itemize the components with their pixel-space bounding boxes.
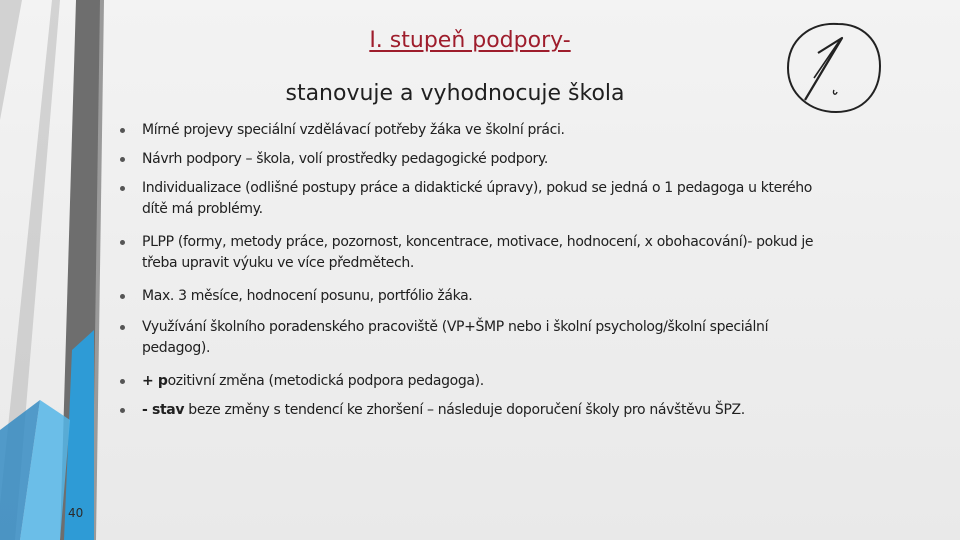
bullet-icon [120,325,125,330]
bullet-text: Návrh podpory – škola, volí prostředky pedagogické podpory. [142,151,548,167]
list-item [118,317,818,359]
handwritten-circle-mark [780,18,890,118]
bullet-text: beze změny s tendencí ke zhoršení – následuje doporučení školy pro návštěvu ŠPZ. [184,402,745,418]
list-item [118,149,818,170]
page-number: 40 [68,506,84,520]
bullet-icon [120,379,125,384]
bullet-icon [120,186,125,191]
bullet-text: Využívání školního poradenského pracoviště (VP+ŠMP nebo i školní psycholog/školní speciální pedagog). [142,319,769,356]
decorative-side-stripes [0,0,110,540]
slide-title: I. stupeň podpory- [369,28,571,53]
bullet-text: Individualizace (odlišné postupy práce a didaktické úpravy), pokud se jedná o 1 pedagoga u kterého dítě má problémy. [142,180,812,217]
bullet-icon [120,294,125,299]
bullet-text: PLPP (formy, metody práce, pozornost, koncentrace, motivace, hodnocení, x obohacování)- pokud je třeba upravit výuku ve více předmětech. [142,234,814,271]
bullet-text: ozitivní změna (metodická podpora pedagoga). [167,373,484,389]
list-item [118,286,818,307]
bullet-icon [120,157,125,162]
bullet-icon [120,240,125,245]
bullet-icon [120,408,125,413]
bullet-prefix: + p [142,373,168,389]
list-item [118,371,818,392]
bullet-text: Max. 3 měsíce, hodnocení posunu, portfólio žáka. [142,288,473,304]
bullet-icon [120,128,125,133]
list-item [118,232,818,274]
list-item [118,120,818,141]
bullet-prefix: - stav [142,402,185,418]
list-item [118,400,818,421]
bullet-list [118,120,818,421]
slide-subtitle: stanovuje a vyhodnocuje škola [285,81,625,106]
bullet-text: Mírné projevy speciální vzdělávací potřeby žáka ve školní práci. [142,122,565,138]
list-item [118,178,818,220]
